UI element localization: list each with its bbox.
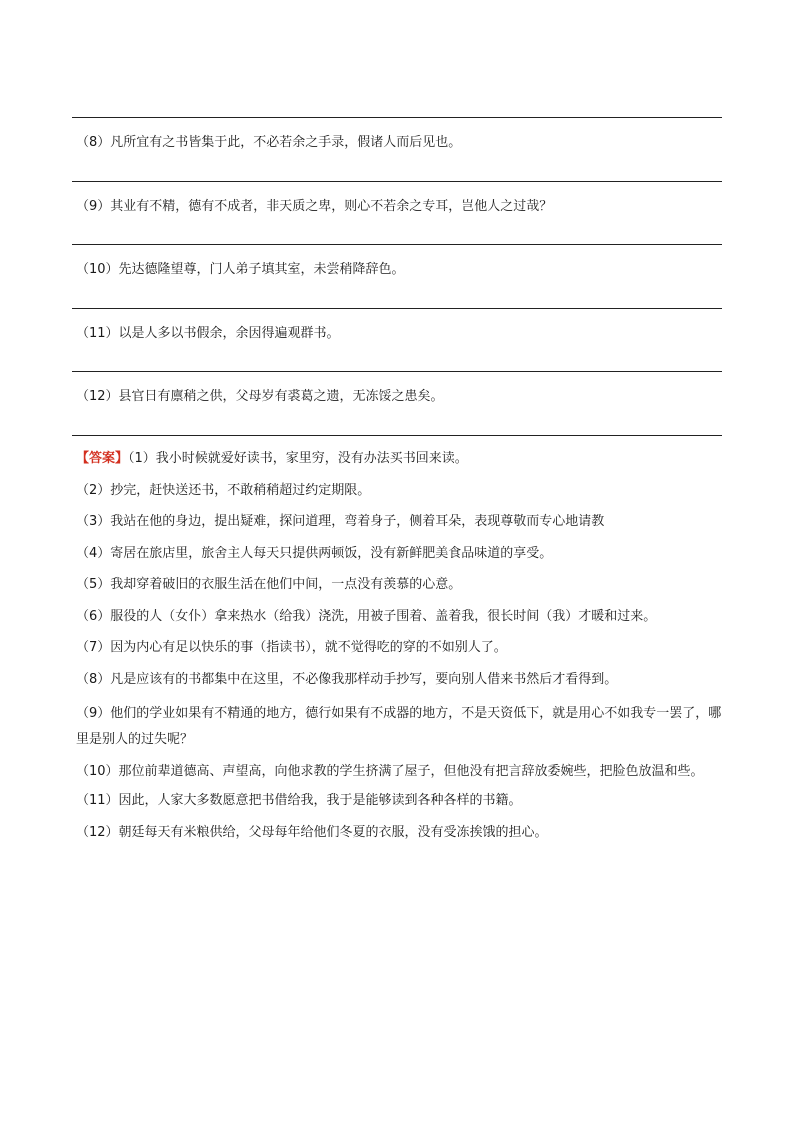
question-text: 县官日有廪稍之供，父母岁有裘葛之遗，无冻馁之患矣。	[118, 389, 444, 404]
answer-item	[76, 791, 724, 811]
answer-text: 那位前辈道德高、声望高，向他求教的学生挤满了屋子，但他没有把言辞放委婉些，把脸色放温和些。	[118, 764, 704, 779]
question-line	[76, 260, 716, 280]
answer-item	[76, 823, 724, 843]
answer-text: 我站在他的身边，提出疑难，探问道理，弯着身子，侧着耳朵，表现尊敬而专心地请教	[110, 514, 605, 529]
answer-text: 他们的学业如果有不精通的地方，德行如果有不成器的地方，不是天资低下，就是用心不如我专一罢了，哪里是别人的过失呢？	[76, 706, 722, 747]
answer-rule	[72, 244, 722, 245]
answer-number: （1）	[128, 451, 156, 466]
answer-text: 因为内心有足以快乐的事（指读书），就不觉得吃的穿的不如别人了。	[110, 640, 507, 655]
question-number: （11）	[76, 326, 119, 341]
answer-rule	[72, 117, 722, 118]
answer-label: 【答案】	[76, 451, 129, 466]
answer-rule	[72, 371, 722, 372]
question-number: （12）	[76, 389, 119, 404]
question-line	[76, 133, 716, 153]
answer-text: 朝廷每天有米粮供给，父母每年给他们冬夏的衣服，没有受冻挨饿的担心。	[118, 824, 548, 840]
answer-item	[76, 481, 724, 501]
question-line	[76, 324, 716, 344]
answer-text: 我小时候就爱好读书，家里穷，没有办法买书回来读。	[155, 451, 468, 466]
answer-item	[76, 701, 724, 753]
answer-text: 因此，人家大多数愿意把书借给我，我于是能够读到各种各样的书籍。	[118, 793, 522, 808]
answer-number: （2）	[76, 482, 111, 498]
answer-text: 服役的人（女仆）拿来热水（给我）浇洗，用被子围着、盖着我，很长时间（我）才暖和过来。	[110, 608, 657, 624]
answer-item	[76, 607, 724, 627]
answer-number: （10）	[76, 764, 119, 779]
answer-rule	[72, 308, 722, 309]
answer-item	[76, 759, 724, 785]
answer-section	[76, 449, 724, 854]
answer-number: （5）	[76, 577, 111, 592]
answer-text: 凡是应该有的书都集中在这里，不必像我那样动手抄写，要向别人借来书然后才看得到。	[110, 671, 618, 687]
question-text: 以是人多以书假余，余因得遍观群书。	[118, 326, 340, 341]
question-text: 先达德隆望尊，门人弟子填其室，未尝稍降辞色。	[118, 262, 405, 277]
answer-number: （11）	[76, 793, 119, 808]
answer-item	[76, 449, 724, 469]
question-line	[76, 197, 716, 217]
answer-item	[76, 670, 724, 690]
question-number: （9）	[76, 199, 111, 214]
answer-text: 抄完，赶快送还书，不敢稍稍超过约定期限。	[110, 482, 371, 498]
answer-number: （6）	[76, 608, 111, 624]
question-text: 凡所宜有之书皆集于此，不必若余之手录，假诸人而后见也。	[110, 135, 462, 150]
question-number: （8）	[76, 135, 111, 150]
answer-item	[76, 544, 724, 564]
answer-text: 寄居在旅店里，旅舍主人每天只提供两顿饭，没有新鲜肥美食品味道的享受。	[110, 545, 553, 561]
question-number: （10）	[76, 262, 119, 277]
answer-rule	[72, 181, 722, 182]
question-text: 其业有不精，德有不成者，非天质之卑，则心不若余之专耳，岂他人之过哉？	[110, 199, 553, 214]
answer-number: （3）	[76, 514, 111, 529]
answer-item	[76, 575, 724, 595]
answer-number: （7）	[76, 640, 111, 655]
question-line	[76, 387, 716, 407]
answer-number: （12）	[76, 824, 119, 840]
answer-number: （9）	[76, 706, 111, 721]
answer-item	[76, 638, 724, 658]
answer-number: （4）	[76, 545, 111, 561]
answer-item	[76, 512, 724, 532]
answer-number: （8）	[76, 671, 111, 687]
answer-text: 我却穿着破旧的衣服生活在他们中间，一点没有羡慕的心意。	[110, 577, 462, 592]
answer-rule	[72, 435, 722, 436]
